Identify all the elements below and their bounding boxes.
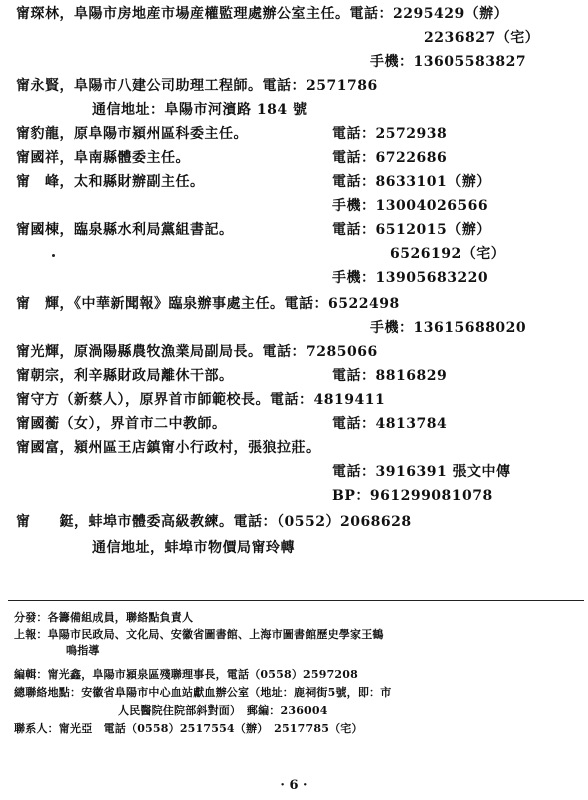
entry-ning-guanghui: 甯光輝，原渦陽縣農牧漁業局副局長。電話：7285066 [16, 344, 378, 360]
entry-ning-hui-mobile: 手機：13615688020 [370, 320, 527, 336]
entry-ning-guodong-phone: 電話：6512015（辦） [332, 222, 491, 238]
entry-ning-guofu-bp: BP：961299081078 [332, 488, 493, 504]
entry-ning-guodong-home: 6526192（宅） [390, 246, 506, 262]
footer-contact-place: 總聯絡地點：安徽省阜陽市中心血站獻血辦公室（地址：鹿祠街5號，即：市 [14, 686, 392, 699]
entry-ning-guofu: 甯國富，潁州區王店鎮甯小行政村，張狼拉莊。 [16, 440, 321, 456]
entry-ning-ting: 甯 鋌，蚌埠市體委高級教練。電話：（0552）2068628 [16, 514, 412, 530]
footer-contact-place-cont: 人民醫院住院部斜對面） 郵編：236004 [118, 704, 328, 717]
entry-ning-feng-phone: 電話：8633101（辦） [332, 174, 491, 190]
entry-ning-chaozong: 甯朝宗，利辛縣財政局離休干部。 [16, 368, 234, 384]
entry-ning-hui: 甯 輝，《中華新聞報》臨泉辦事處主任。電話：6522498 [16, 296, 400, 312]
entry-ning-yongxian: 甯永賢，阜陽市八建公司助理工程師。電話：2571786 [16, 78, 378, 94]
entry-ning-shoufang: 甯守方（新蔡人），原界首市師範校長。電話：4819411 [16, 392, 386, 408]
entry-ning-baolong: 甯豹龍，原阜陽市潁州區科委主任。 [16, 126, 248, 142]
entry-ning-yongxian-address: 通信地址：阜陽市河濱路 184 號 [92, 102, 308, 118]
entry-ning-feng: 甯 峰，太和縣財辦副主任。 [16, 174, 205, 190]
page-number: · 6 · [280, 778, 308, 793]
footer-report-to: 上報：阜陽市民政局、文化局、安徽省圖書館、上海市圖書館歷史學家王鶴 [14, 628, 384, 641]
entry-ning-chenlin: 甯琛林，阜陽市房地産市場産權監理處辦公室主任。電話：2295429（辦） [16, 6, 509, 22]
entry-ning-guoxiang: 甯國祥，阜南縣體委主任。 [16, 150, 190, 166]
entry-ning-guoheng-phone: 電話：4813784 [332, 416, 448, 432]
footer-editor: 編輯：甯光鑫，阜陽市潁泉區殘聯理事長，電話（0558）2597208 [14, 668, 358, 681]
footer-contact-person: 聯系人：甯光亞 電話（0558）2517554（辦） 2517785（宅） [14, 722, 363, 735]
entry-ning-guoheng: 甯國蘅（女），界首市二中教師。 [16, 416, 227, 432]
entry-ning-chenlin-mobile: 手機：13605583827 [370, 54, 527, 70]
entry-ning-guofu-phone: 電話：3916391 張文中傳 [332, 464, 511, 480]
footer-report-to-cont: 鳴指導 [66, 644, 100, 657]
entry-ning-guoxiang-phone: 電話：6722686 [332, 150, 448, 166]
footer-divider [8, 600, 584, 601]
entry-ning-guodong: 甯國棟，臨泉縣水利局黨組書記。 [16, 222, 234, 238]
entry-ning-feng-mobile: 手機：13004026566 [332, 198, 489, 214]
entry-ning-baolong-phone: 電話：2572938 [332, 126, 448, 142]
entry-ning-chenlin-home: 2236827（宅） [424, 30, 540, 46]
entry-ning-guodong-mobile: 手機：13905683220 [332, 270, 489, 286]
entry-ning-ting-address: 通信地址，蚌埠市物價局甯玲轉 [92, 540, 295, 556]
speck-dot [52, 254, 55, 257]
footer-distribution: 分發：各籌備組成員，聯絡點負責人 [14, 611, 194, 624]
entry-ning-chaozong-phone: 電話：8816829 [332, 368, 448, 384]
